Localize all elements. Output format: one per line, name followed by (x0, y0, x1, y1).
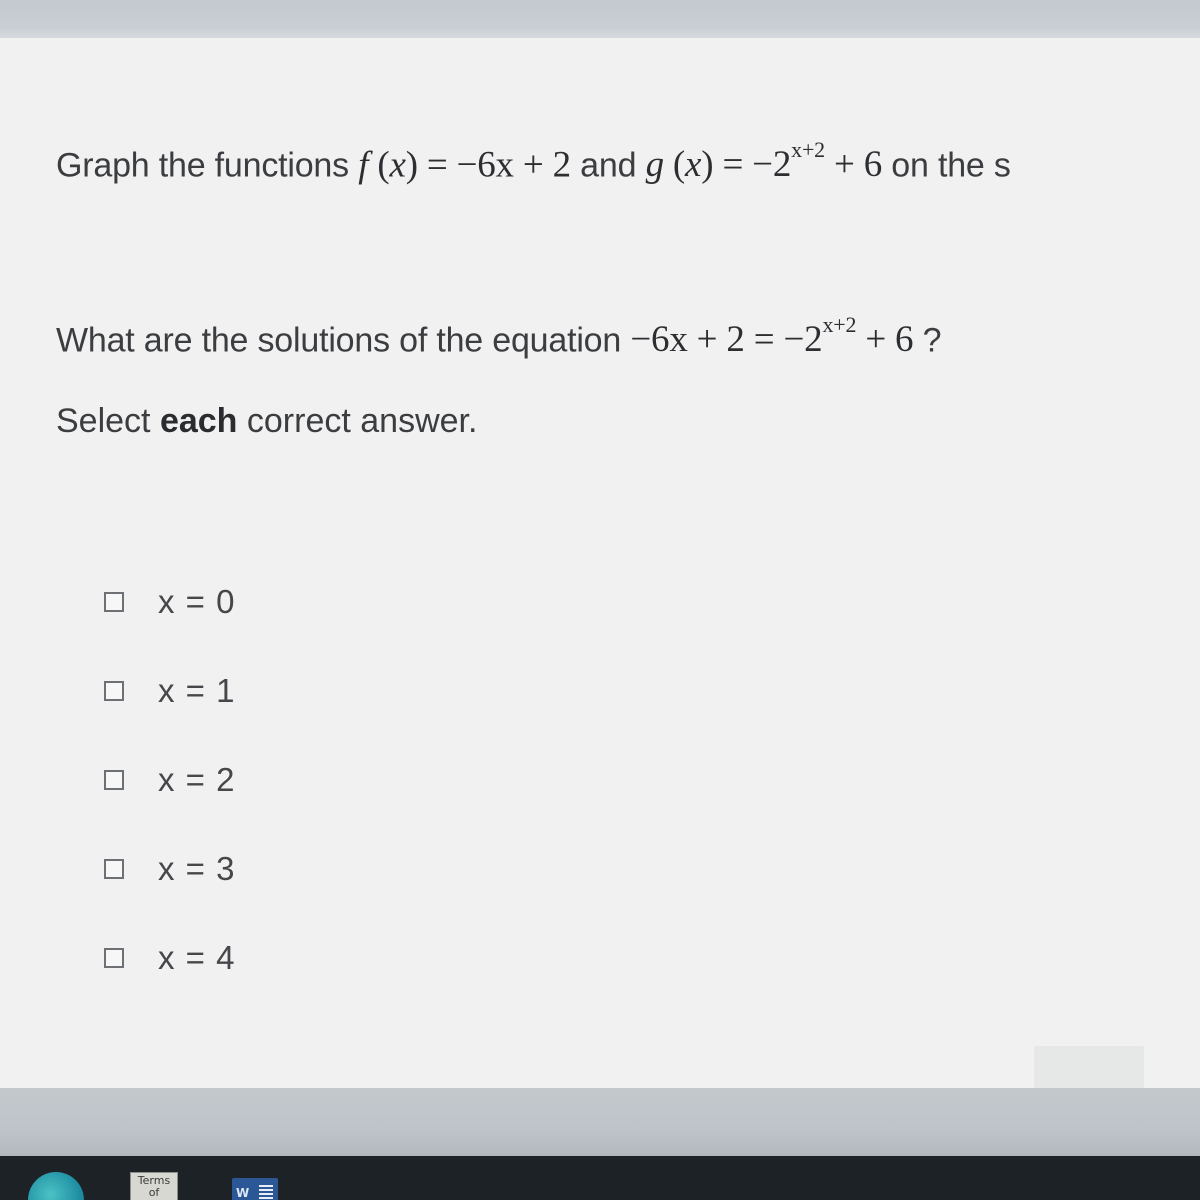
solutions-question (56, 312, 942, 361)
instruction-text: Select each correct answer. (56, 402, 478, 440)
submit-button-area[interactable] (1034, 1046, 1144, 1088)
solutions-suffix: ? (913, 321, 942, 360)
answer-option[interactable] (104, 669, 235, 713)
answer-option[interactable] (104, 580, 235, 624)
option-label: x = 2 (158, 761, 236, 798)
question-prompt (56, 137, 1011, 186)
checkbox[interactable] (104, 592, 124, 612)
checkbox[interactable] (104, 770, 124, 790)
terms-document-icon[interactable]: Terms of (130, 1172, 178, 1200)
solutions-prefix: What are the solutions of the equation (56, 321, 631, 360)
checkbox[interactable] (104, 681, 124, 701)
top-frame (0, 0, 1200, 38)
function-f: f (x) = −6x + 2 (358, 144, 571, 186)
checkbox[interactable] (104, 859, 124, 879)
answer-option[interactable] (104, 936, 235, 980)
answer-option[interactable] (104, 758, 235, 802)
instruction-emphasis: each (159, 402, 238, 440)
bottom-frame (0, 1088, 1200, 1156)
browser-icon[interactable] (28, 1172, 84, 1200)
option-label: x = 0 (158, 583, 236, 620)
equation: $-6x + 2 = -2^{x+2} + 6$ (630, 312, 914, 361)
option-label: x = 4 (158, 939, 236, 976)
prompt-suffix: on the s (882, 146, 1011, 185)
function-g: g $(x) = -2^{x+2} + 6$ (645, 137, 883, 186)
answer-options (104, 580, 235, 1025)
taskbar (0, 1156, 1200, 1200)
option-label: x = 1 (158, 672, 236, 709)
checkbox[interactable] (104, 948, 124, 968)
option-label: x = 3 (158, 850, 236, 887)
word-document-icon[interactable]: W (232, 1178, 278, 1200)
and-word: and (580, 146, 637, 185)
answer-option[interactable] (104, 847, 235, 891)
prompt-prefix: Graph the functions (56, 146, 359, 185)
